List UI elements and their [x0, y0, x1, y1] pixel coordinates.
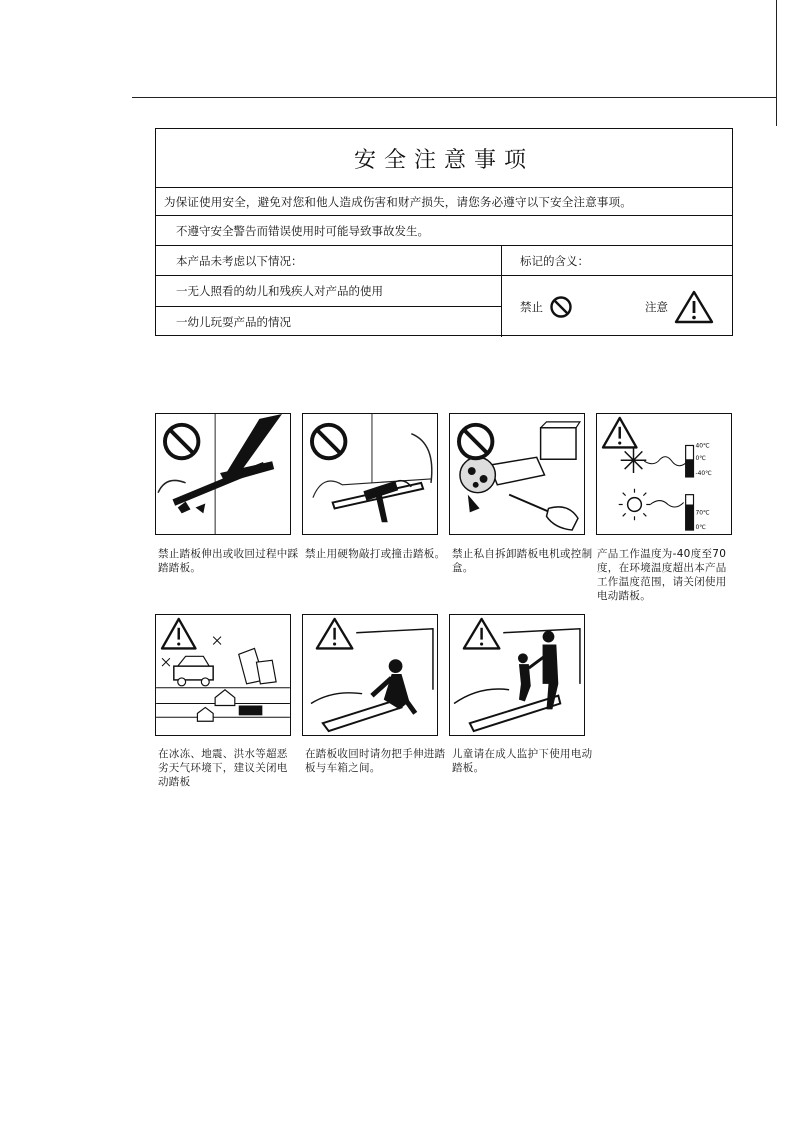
- thermo-label: 0℃: [695, 456, 706, 463]
- thermo-label: 70℃: [695, 510, 710, 517]
- prohibit-icon: [549, 295, 573, 319]
- marks-title: 标记的含义：: [502, 246, 732, 276]
- illustration-hammer: [302, 413, 438, 535]
- illustration-disassemble: [449, 413, 585, 535]
- caption: 产品工作温度为-40度至70度，在环境温度超出本产品工作温度范围，请关闭使用电动踏板。: [597, 548, 727, 602]
- not-considered-title: 本产品未考虑以下情况：: [156, 246, 502, 276]
- case-item: 一幼儿玩耍产品的情况: [176, 315, 291, 329]
- thermo-label: -40℃: [695, 470, 712, 477]
- notice-intro: 为保证使用安全，避免对您和他人造成伤害和财产损失，请您务必遵守以下安全注意事项。: [156, 188, 732, 216]
- thermo-label: 0℃: [695, 525, 706, 532]
- prohibit-label: 禁止: [520, 299, 543, 314]
- page-edge-line: [776, 0, 777, 126]
- caption: 在冰冻、地震、洪水等超恶劣天气环境下，建议关闭电动踏板: [158, 748, 288, 788]
- thermo-label: 40℃: [695, 443, 710, 450]
- caution-legend: [645, 290, 714, 324]
- caption: 儿童请在成人监护下使用电动踏板。: [452, 748, 593, 774]
- header-rule: [132, 97, 776, 98]
- caption: 禁止用硬物敲打或撞击踏板。: [305, 548, 446, 560]
- symbol-legend: [502, 276, 732, 337]
- case-item: 一无人照看的幼儿和残疾人对产品的使用: [156, 276, 501, 307]
- prohibit-legend: [520, 295, 573, 319]
- notice-title: 安全注意事项: [156, 129, 732, 188]
- safety-notice-table: [155, 128, 733, 336]
- caption: 在踏板收回时请勿把手伸进踏板与车箱之间。: [305, 748, 446, 774]
- caption: 禁止踏板伸出或收回过程中踩踏踏板。: [158, 548, 299, 574]
- notice-warning: 不遵守安全警告而错误使用时可能导致事故发生。: [156, 216, 732, 246]
- caution-label: 注意: [645, 299, 668, 314]
- illustration-hand-pinch: [302, 614, 438, 736]
- caption: 禁止私自拆卸踏板电机或控制盒。: [452, 548, 593, 574]
- notice-grid: [156, 246, 732, 336]
- illustration-step-on-board: [155, 413, 291, 535]
- illustration-temperature: [596, 413, 732, 535]
- cases-list: [156, 276, 502, 337]
- caution-icon: [674, 290, 714, 324]
- illustration-child-supervision: [449, 614, 585, 736]
- illustration-bad-weather: [155, 614, 291, 736]
